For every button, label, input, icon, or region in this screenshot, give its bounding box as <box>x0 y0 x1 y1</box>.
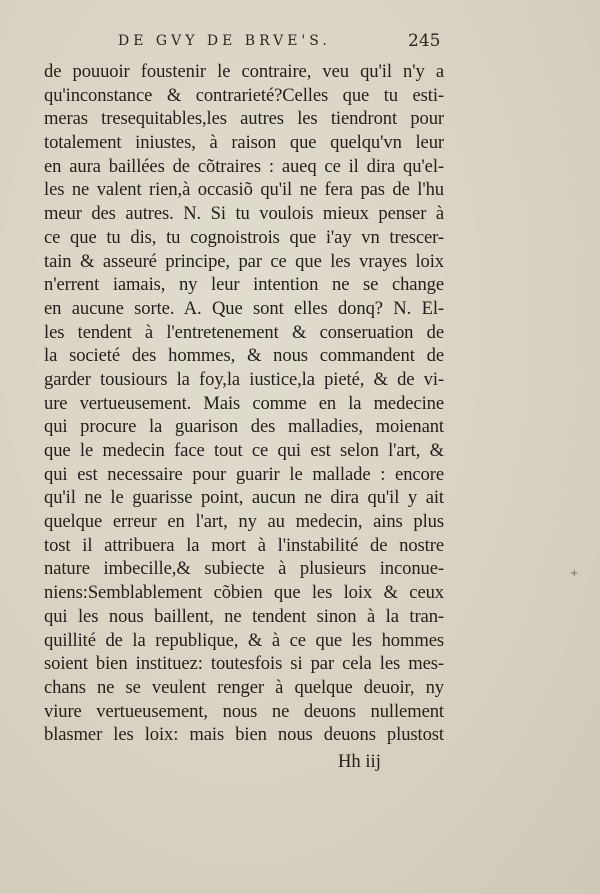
text-line: qui est necessaire pour guarir le mallade : encore <box>44 463 444 485</box>
text-line: de pouuoir foustenir le contraire, veu qu'il n'y a <box>44 61 444 82</box>
text-line: meur des autres. N. Si tu voulois mieux penser à <box>44 203 444 225</box>
text-line: nature imbecille,& subiecte à plusieurs inconue- <box>44 558 444 580</box>
text-line: que le medecin face tout ce qui est selon l'art, & <box>44 440 444 461</box>
margin-mark: + <box>570 568 579 579</box>
text-line: qui les nous baillent, ne tendent sinon à la tran- <box>44 605 444 627</box>
text-line: chans ne se veulent renger à quelque deuoir, ny <box>44 676 444 698</box>
text-line: soient bien instituez: toutesfois si par cela les mes- <box>44 653 444 675</box>
text-line: qui procure la guarison des malladies, moienant <box>44 416 444 438</box>
text-line: quillité de la republique, & à ce que les hommes <box>44 629 444 651</box>
text-line: les tendent à l'entretenement & conseruation de <box>44 321 444 343</box>
text-line: viure vertueusement, nous ne deuons nullement <box>44 700 444 722</box>
text-line: meras tresequitables,les autres les tiendront pour <box>44 108 444 130</box>
running-head: DE GVY DE BRVE'S. <box>118 33 331 49</box>
text-line: tost il attribuera la mort à l'instabilité de nostre <box>44 534 444 556</box>
text-line: niens:Semblablement cõbien que les loix & ceux <box>44 582 444 604</box>
text-line: en aucune sorte. A. Que sont elles donq? N. El- <box>44 297 444 319</box>
text-line: ure vertueusement. Mais comme en la medecine <box>44 392 444 414</box>
text-line: en aura baillées de cõtraires : aueq ce il dira qu'el- <box>44 155 444 177</box>
text-line: quelque erreur en l'art, ny au medecin, ains plus <box>44 511 444 533</box>
signature-mark: Hh iij <box>338 751 381 772</box>
text-line: qu'il ne le guarisse point, aucun ne dira qu'il y ait <box>44 487 444 509</box>
text-line: garder tousiours la foy,la iustice,la pieté, & de vi- <box>44 368 444 390</box>
text-line: blasmer les loix: mais bien nous deuons plustost <box>44 724 444 746</box>
body-text <box>44 60 444 747</box>
text-line: qu'inconstance & contrarieté?Celles que tu esti- <box>44 84 444 106</box>
text-line: ce que tu dis, tu cognoistrois que i'ay vn trescer- <box>44 226 444 248</box>
text-line: n'errent iamais, ny leur intention ne se change <box>44 274 444 296</box>
text-line: totalement iniustes, à raison que quelqu'vn leur <box>44 132 444 154</box>
text-line: les ne valent rien,à occasiõ qu'il ne fera pas de l'hu <box>44 179 444 201</box>
text-line: tain & asseuré principe, par ce que les vrayes loix <box>44 250 444 272</box>
text-line: la societé des hommes, & nous commandent de <box>44 345 444 367</box>
page-number: 245 <box>408 31 441 51</box>
